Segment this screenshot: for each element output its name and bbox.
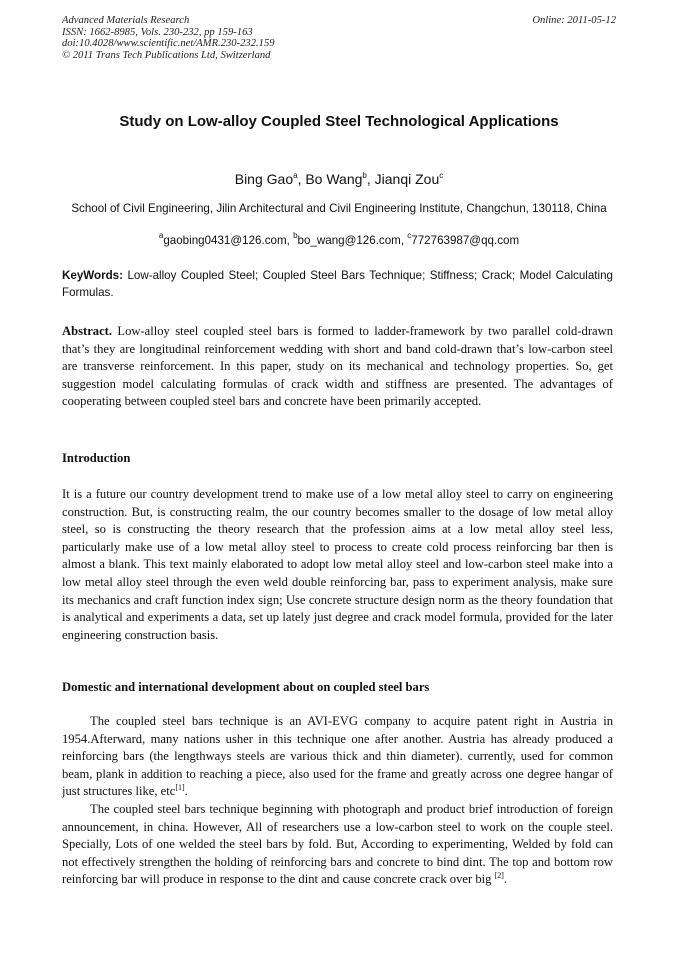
email-address: 772763987@qq.com — [411, 234, 520, 247]
author-name: Jianqi Zou — [374, 171, 440, 187]
author-name: Bo Wang — [305, 171, 363, 187]
keywords — [62, 267, 613, 301]
section-heading: Domestic and international development about on coupled steel bars — [62, 680, 430, 694]
abstract-text: Low-alloy steel coupled steel bars is formed to ladder-framework by two parallel cold-drawn that’s they are longitudinal reinforcement wedding with short and band cold-drawn that’s low-carbon steel are transverse reinforcement. In this paper, study on its mechanical and technology properties. So, get suggestion model calculating formulas of crack width and stiffness are presented. The advantages of cooperating between coupled steel bars and concrete have been primarily accepted. — [62, 324, 613, 409]
abstract — [62, 323, 613, 411]
paper-title: Study on Low-alloy Coupled Steel Technological Applications — [119, 113, 559, 130]
journal-header — [62, 15, 616, 61]
affiliation: School of Civil Engineering, Jilin Architectural and Civil Engineering Institute, Changchun, 130118, China — [71, 202, 607, 215]
author-list: Bing Gao$^a$, Bo Wang$^b$, Jianqi Zou$^c$ — [234, 171, 444, 187]
introduction-paragraph: It is a future our country development trend to make use of a low metal alloy steel to carry on engineering construction. But, is constructing realm, the our country becomes smaller to the dosage of low metal alloy steel, so is constructing the theory research that the profession aims at a low metal alloy steel less, particularly make use of a low metal alloy steel to process to create cold process reinforcing bar then is almost a blank. This text mainly elaborated to adopt low metal alloy steel and low-carbon steel make into a low metal alloy steel through the even weld double reinforcing bar, pass to experiment analysis, make sure its mechanics and craft function index sign; Use concrete structure design norm as the theory foundation that is analytical and experiments a data, set up lately just degree and crack model formula, provided for the later engineering construction basis. — [62, 487, 613, 642]
citation-ref: [1] — [175, 783, 185, 793]
author-mark: c — [439, 171, 444, 180]
doi-line: doi:10.4028/www.scientific.net/AMR.230-232.159 — [62, 38, 275, 49]
email-address: bo_wang@126.com — [297, 234, 401, 247]
paragraph: The coupled steel bars technique is an AVI-EVG company to acquire patent right in Austria in 1954.Afterward, many nations usher in this technique one after another. Austria has already produced a reinforcing bars (the lengthways steels are various thick and thin diameter). currently, used for common beam, plank in addition to reaching a piece, also used for the frame and greatly across one degree hangar of just structures like, etc[1]. — [62, 714, 613, 799]
keywords-label: KeyWords: — [62, 269, 123, 282]
online-date: Online: 2011-05-12 — [532, 15, 616, 26]
author-mark: a — [293, 171, 298, 180]
domestic-section — [62, 713, 613, 889]
email-mark: b — [293, 231, 298, 240]
issn-line: ISSN: 1662-8985, Vols. 230-232, pp 159-163 — [62, 26, 253, 38]
author-name: Bing Gao — [234, 171, 294, 187]
email-address: gaobing0431@126.com — [163, 234, 287, 247]
paragraph: The coupled steel bars technique beginning with photograph and product brief introduction of foreign announcement, in china. However, All of researchers use a low-carbon steel to work on the couple steel. Specially, Lots of one welded the steel bars by fold. But, According to experimenting, Welded by fold can not effectively strengthen the holding of reinforcing bars and concrete to bind dint. The top and bottom row reinforcing bar will produce in response to the dint and cause concrete crack over big [2]. — [62, 801, 613, 887]
copyright-line: © 2011 Trans Tech Publications Ltd, Switzerland — [62, 49, 271, 61]
email-mark: c — [407, 231, 412, 240]
abstract-label: Abstract. — [62, 324, 113, 338]
keywords-text: Low-alloy Coupled Steel; Coupled Steel Bars Technique; Stiffness; Crack; Model Calculating Formulas. — [62, 269, 613, 299]
section-heading: Introduction — [62, 451, 131, 465]
email-list: $^a$gaobing0431@126.com, $^b$bo_wang@126.com, $^c$772763987@qq.com — [158, 231, 520, 247]
citation-ref: [2] — [494, 871, 504, 881]
email-mark: a — [158, 231, 164, 240]
journal-name: Advanced Materials Research — [62, 15, 190, 26]
author-mark: b — [362, 171, 367, 180]
